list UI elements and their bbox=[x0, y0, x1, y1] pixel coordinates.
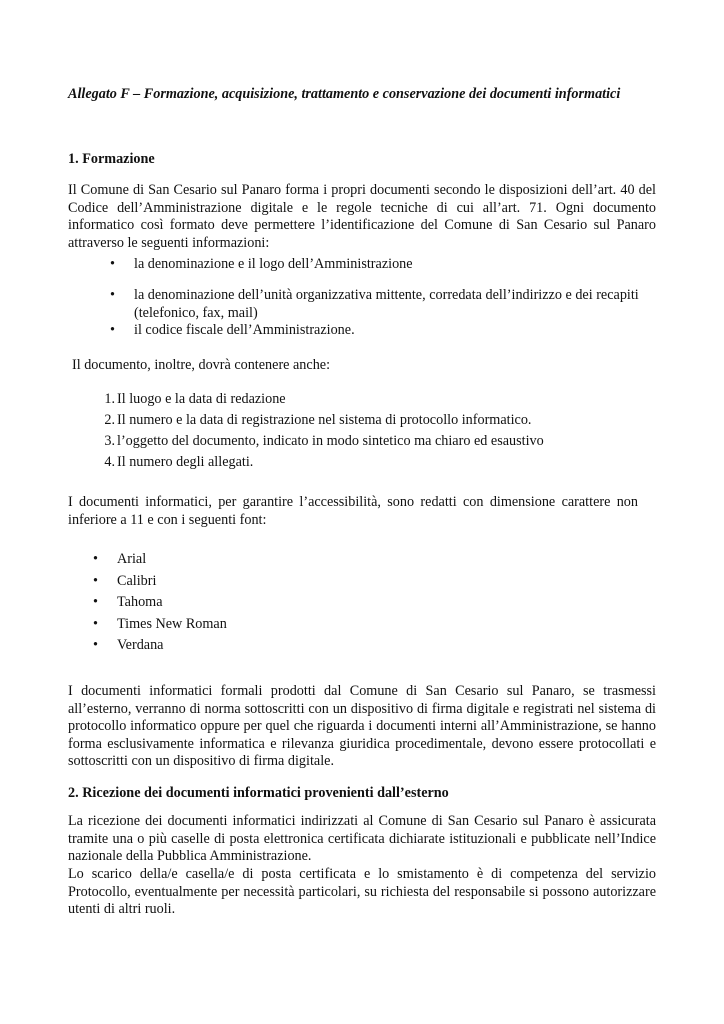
section-2-paragraph-1: La ricezione dei documenti informatici indirizzati al Comune di San Cesario sul Panaro è assicurata tramite una o più caselle di posta elettronica certificata dichiarate istituzionali e pubblicate nell’Indice nazionale della Pubblica Amministrazione. bbox=[68, 813, 656, 864]
list-item: 1. Il luogo e la data di redazione bbox=[104, 391, 286, 407]
section-1-heading: 1. Formazione bbox=[68, 151, 155, 167]
fonts-intro-text: I documenti informatici, per garantire l’accessibilità, sono redatti con dimensione carattere non inferiore a 11 e con i seguenti font: bbox=[68, 494, 638, 528]
bullet-icon: • bbox=[93, 594, 98, 610]
list-item: 3. l’oggetto del documento, indicato in modo sintetico ma chiaro ed esaustivo bbox=[104, 433, 544, 449]
digital-signature-paragraph: I documenti informatici formali prodotti dal Comune di San Cesario sul Panaro, se trasmessi all’esterno, verranno di norma sottoscritti con un dispositivo di firma digitale e registrati nel sistema di protocollo informatico oppure per quel che riguarda i documenti interni all’Amministrazione, se hanno forma esclusivamente informatica e rilevanza giuridica procedimentale, devono essere protocollati e sottoscritti con un dispositivo di firma digitale. bbox=[68, 683, 656, 769]
bullet-icon: • bbox=[93, 572, 98, 589]
list-item-text: la denominazione dell’unità organizzativa mittente, corredata dell’indirizzo e dei recapiti (telefonico, fax, mail) bbox=[134, 287, 639, 321]
document-title: Allegato F – Formazione, acquisizione, trattamento e conservazione dei documenti informatici bbox=[68, 86, 621, 102]
section-1-intro: Il Comune di San Cesario sul Panaro forma i propri documenti secondo le disposizioni dell’art. 40 del Codice dell’Amministrazione digitale e le regole tecniche di cui all’art. 71. Ogni documento informatico così formato deve permettere l’identificazione del Comune di San Cesario sul Panaro attraverso le seguenti informazioni: bbox=[68, 182, 656, 251]
list-item-text: Il numero degli allegati. bbox=[117, 454, 254, 470]
list-item-text: Arial bbox=[117, 551, 147, 567]
list-item-text: Il luogo e la data di redazione bbox=[117, 391, 286, 407]
list-item-text: la denominazione e il logo dell’Amministrazione bbox=[134, 256, 413, 272]
list-item-text: il codice fiscale dell’Amministrazione. bbox=[134, 322, 355, 338]
bullet-icon: • bbox=[110, 322, 115, 338]
list-item bbox=[110, 287, 656, 322]
section-2-paragraph-2: Lo scarico della/e casella/e di posta certificata e lo smistamento è di competenza del servizio Protocollo, eventualmente per necessità particolari, su richiesta del responsabile si possono autorizzare utenti di altri ruoli. bbox=[68, 866, 656, 917]
list-item-text: Il numero e la data di registrazione nel sistema di protocollo informatico. bbox=[117, 412, 532, 428]
bullet-icon: • bbox=[93, 615, 98, 632]
list-item-text: Verdana bbox=[117, 637, 164, 653]
bullet-icon: • bbox=[110, 256, 115, 272]
list-item-text: Tahoma bbox=[117, 594, 163, 610]
list-item-text: l’oggetto del documento, indicato in modo sintetico ma chiaro ed esaustivo bbox=[117, 433, 544, 449]
section-2-heading: 2. Ricezione dei documenti informatici provenienti dall’esterno bbox=[68, 785, 449, 801]
list-item bbox=[93, 594, 517, 616]
list-item bbox=[93, 637, 517, 659]
bullet-icon: • bbox=[93, 551, 98, 567]
also-contains-text: Il documento, inoltre, dovrà contenere anche: bbox=[72, 357, 331, 373]
font-list bbox=[93, 551, 517, 659]
list-item: 4. Il numero degli allegati. bbox=[104, 454, 254, 470]
list-item bbox=[93, 551, 517, 573]
identification-list bbox=[110, 256, 656, 340]
list-item-text: Times New Roman bbox=[117, 615, 227, 632]
list-item-text: Calibri bbox=[117, 572, 157, 589]
list-item bbox=[110, 322, 656, 340]
bullet-icon: • bbox=[110, 287, 115, 303]
list-item bbox=[110, 256, 656, 287]
list-item bbox=[93, 615, 517, 638]
list-item: 2. Il numero e la data di registrazione nel sistema di protocollo informatico. bbox=[104, 412, 532, 428]
required-contents-list bbox=[104, 391, 657, 475]
list-item bbox=[93, 572, 517, 595]
bullet-icon: • bbox=[93, 637, 98, 653]
